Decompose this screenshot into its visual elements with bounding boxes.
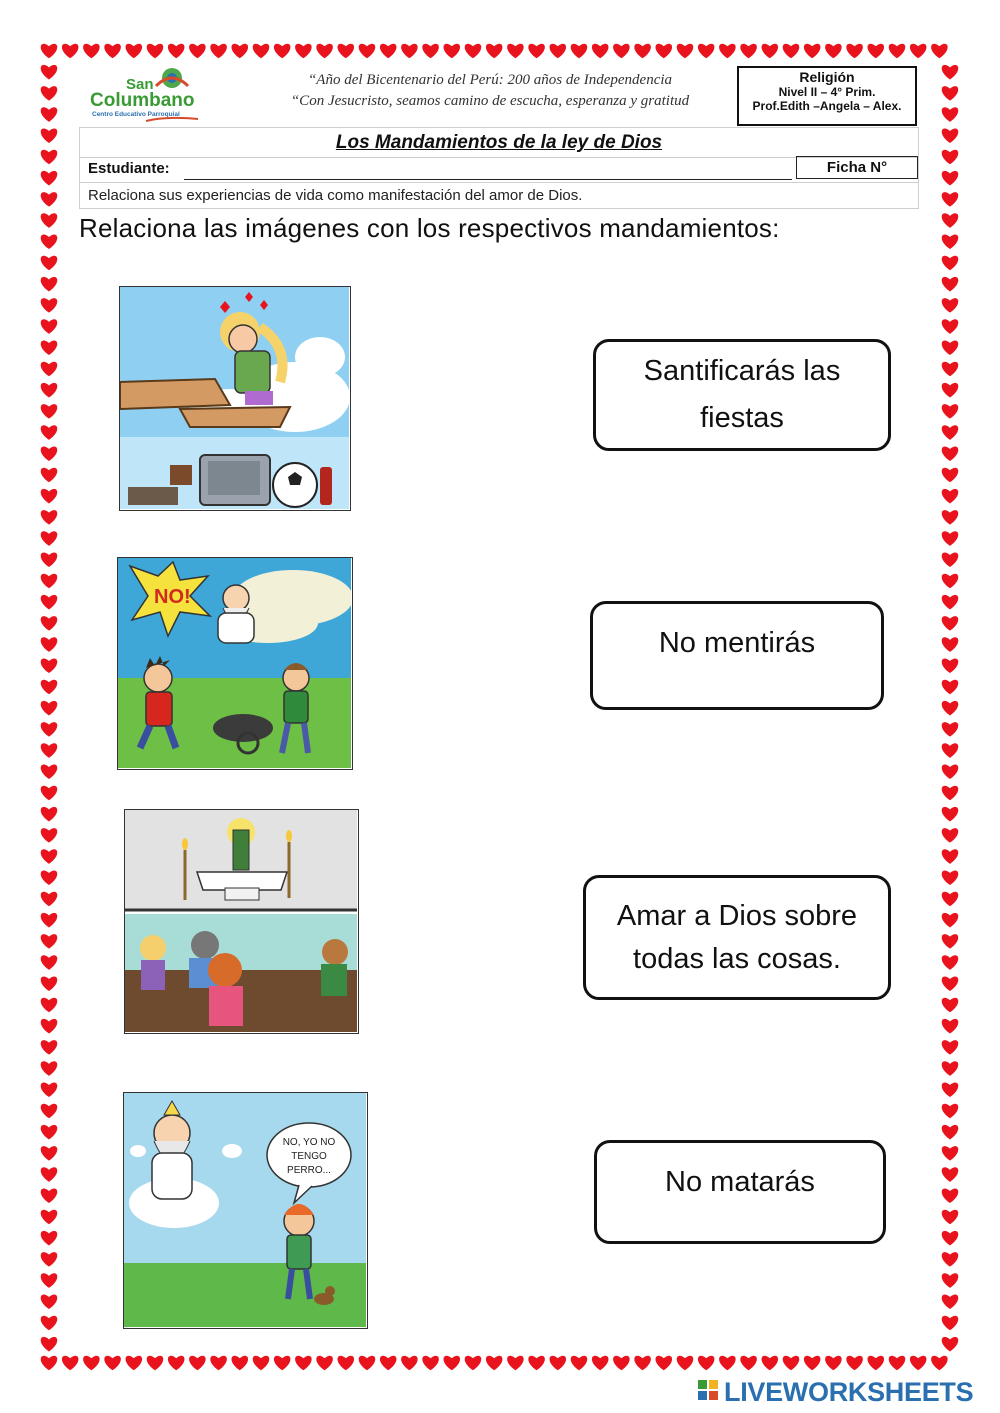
heart-decoration [274,1356,291,1371]
heart-decoration [942,574,959,589]
heart-decoration [942,1125,959,1140]
heart-decoration [41,298,58,313]
heart-decoration [41,150,58,165]
answer-box-santificaras[interactable] [593,339,891,451]
heart-decoration [942,362,959,377]
heart-decoration [41,340,58,355]
heart-decoration [380,44,397,59]
heart-decoration [942,1167,959,1182]
heart-decoration [316,1356,333,1371]
heart-decoration [41,44,58,59]
heart-decoration [942,1082,959,1097]
logo-subtitle: Centro Educativo Parroquial [92,111,180,118]
speech-line-2: TENGO [291,1151,327,1162]
worksheet-title: Los Mandamientos de la ley de Dios [335,132,663,153]
heart-decoration [942,1273,959,1288]
heart-decoration [444,44,461,59]
heart-decoration [740,44,757,59]
heart-decoration [41,828,58,843]
ficha-number-field[interactable]: Ficha N° [796,156,918,179]
objective-row [80,182,918,204]
student-name-field[interactable] [184,179,792,180]
heart-decoration [147,44,164,59]
heart-decoration [889,1356,906,1371]
logo-name-line2: Columbano [90,90,195,111]
heart-decoration [677,44,694,59]
heart-decoration [41,362,58,377]
heart-decoration [804,44,821,59]
answer-3-line-2: todas las cosas. [633,942,841,975]
heart-decoration [942,256,959,271]
heart-decoration [83,1356,100,1371]
heart-decoration [942,1252,959,1267]
heart-decoration [698,1356,715,1371]
heart-decoration [942,277,959,292]
heart-decoration [942,383,959,398]
heart-decoration [804,1356,821,1371]
speech-line-1: NO, YO NO [282,1137,336,1148]
heart-decoration [889,44,906,59]
liveworksheets-watermark [698,1376,973,1408]
heart-decoration [41,870,58,885]
heart-decoration [634,44,651,59]
heart-decoration [41,128,58,143]
heart-decoration [571,44,588,59]
heart-decoration [677,1356,694,1371]
motto-line-1: “Año del Bicentenario del Perú: 200 años de Independencia [307,72,673,88]
answer-1-line-1: Santificarás las [643,355,841,387]
heart-decoration [41,1167,58,1182]
heart-decoration [942,870,959,885]
heart-decoration [942,1316,959,1331]
answer-box-no-mataras[interactable] [594,1140,886,1244]
heart-decoration [846,44,863,59]
heart-decoration [41,998,58,1013]
heart-decoration [126,1356,143,1371]
heart-decoration [62,1356,79,1371]
heart-decoration [41,892,58,907]
heart-decoration [942,1104,959,1119]
heart-decoration [910,1356,927,1371]
heart-decoration [942,404,959,419]
heart-decoration [942,701,959,716]
comic-panel-2[interactable] [117,557,353,770]
heart-decoration [942,340,959,355]
heart-decoration [104,44,121,59]
heart-decoration [444,1356,461,1371]
heart-decoration [41,1210,58,1225]
heart-decoration [41,234,58,249]
heart-decoration [942,849,959,864]
school-logo [86,66,204,124]
heart-decoration [942,722,959,737]
heart-decoration [41,192,58,207]
heart-decoration [41,743,58,758]
heart-decoration [825,44,842,59]
heart-decoration [942,1061,959,1076]
heart-decoration [613,44,630,59]
instruction-text: Relaciona las imágenes con los respectivos mandamientos: [79,213,780,243]
heart-decoration [41,849,58,864]
heart-decoration [41,552,58,567]
heart-decoration [401,1356,418,1371]
heart-decoration [295,44,312,59]
heart-decoration [41,807,58,822]
heart-decoration [41,489,58,504]
heart-decoration [942,786,959,801]
heart-decoration [550,44,567,59]
comic-panel-3[interactable] [124,809,359,1034]
heart-decoration [942,531,959,546]
student-row [80,157,918,182]
heart-decoration [41,574,58,589]
heart-decoration [41,65,58,80]
liveworksheets-text: LIVEWORKSHEETS [724,1376,974,1407]
heart-decoration [942,955,959,970]
heart-decoration [41,1040,58,1055]
heart-decoration [189,44,206,59]
heart-decoration [422,44,439,59]
heart-decoration [83,44,100,59]
heart-decoration [41,934,58,949]
objective-text: Relaciona sus experiencias de vida como manifestación del amor de Dios. [88,187,583,204]
heart-decoration [613,1356,630,1371]
motto-line-2: “Con Jesucristo, seamos camino de escucha, esperanza y gratitud [290,93,690,109]
heart-decoration [942,65,959,80]
heart-decoration [41,786,58,801]
heart-decoration [942,828,959,843]
heart-decoration [62,44,79,59]
heart-decoration [126,44,143,59]
heart-decoration [210,1356,227,1371]
heart-decoration [942,552,959,567]
heart-decoration [41,1337,58,1352]
heart-decoration [41,976,58,991]
heart-decoration [147,1356,164,1371]
heart-decoration [274,44,291,59]
heart-decoration [41,701,58,716]
heart-decoration [41,637,58,652]
answer-box-amar-a-dios[interactable] [583,875,891,1000]
heart-decoration [253,1356,270,1371]
heart-decoration [592,1356,609,1371]
heart-decoration [942,128,959,143]
heart-decoration [571,1356,588,1371]
comic-panel-1[interactable] [119,286,351,511]
heart-decoration [41,1104,58,1119]
heart-decoration [41,1061,58,1076]
heart-decoration [380,1356,397,1371]
heart-decoration [338,1356,355,1371]
heart-decoration [592,44,609,59]
heart-decoration [41,86,58,101]
heart-decoration [942,1231,959,1246]
heart-decoration [868,1356,885,1371]
heart-decoration [942,86,959,101]
heart-decoration [41,1125,58,1140]
heart-decoration [942,807,959,822]
heart-decoration [41,404,58,419]
heart-decoration [41,531,58,546]
heart-decoration [316,44,333,59]
heart-decoration [359,44,376,59]
heart-decoration [104,1356,121,1371]
heart-decoration [41,256,58,271]
heart-decoration [422,1356,439,1371]
heart-decoration [528,1356,545,1371]
heart-decoration [41,1146,58,1161]
heart-decoration [942,150,959,165]
heart-decoration [41,1294,58,1309]
heart-decoration [783,1356,800,1371]
heart-decoration [465,44,482,59]
logo-name-line1: San [126,76,154,93]
answer-4-line-1: No matarás [665,1166,815,1198]
heart-decoration [942,934,959,949]
motto [255,70,725,112]
heart-decoration [942,510,959,525]
heart-decoration [41,1231,58,1246]
heart-decoration [942,892,959,907]
heart-decoration [719,44,736,59]
heart-decoration [41,1082,58,1097]
heart-decoration [762,44,779,59]
heart-decoration [942,1146,959,1161]
heart-decoration [942,107,959,122]
heart-decoration [942,764,959,779]
heart-decoration [942,976,959,991]
heart-decoration [41,955,58,970]
heart-decoration [634,1356,651,1371]
liveworksheets-logo-icon [698,1380,720,1404]
heart-decoration [486,44,503,59]
heart-decoration [942,192,959,207]
heart-decoration [942,913,959,928]
heart-decoration [507,1356,524,1371]
heart-decoration [942,658,959,673]
heart-decoration [846,1356,863,1371]
heart-decoration [783,44,800,59]
answer-1-line-2: fiestas [700,402,784,434]
heart-decoration [942,680,959,695]
heart-decoration [550,1356,567,1371]
heart-decoration [528,44,545,59]
no-shout-text: NO! [154,586,191,608]
heart-decoration [942,446,959,461]
heart-decoration [942,298,959,313]
answer-box-no-mentiras[interactable] [590,601,884,710]
heart-decoration [41,213,58,228]
heart-decoration [41,1316,58,1331]
heart-decoration [942,1294,959,1309]
worksheet-header [79,127,919,209]
heart-decoration [942,637,959,652]
heart-decoration [942,425,959,440]
heart-decoration [359,1356,376,1371]
heart-decoration [942,1188,959,1203]
comic-panel-4[interactable] [123,1092,368,1329]
heart-decoration [41,1019,58,1034]
heart-decoration [189,1356,206,1371]
heart-decoration [41,616,58,631]
heart-decoration [942,489,959,504]
heart-decoration [41,1356,58,1371]
heart-decoration [338,44,355,59]
speech-line-3: PERRO... [287,1165,331,1176]
heart-decoration [465,1356,482,1371]
heart-decoration [41,277,58,292]
heart-decoration [656,44,673,59]
heart-decoration [41,319,58,334]
heart-decoration [762,1356,779,1371]
heart-decoration [942,1040,959,1055]
heart-decoration [507,44,524,59]
heart-decoration [41,468,58,483]
heart-decoration [868,44,885,59]
heart-decoration [942,234,959,249]
heart-decoration [41,1252,58,1267]
answer-3-line-1: Amar a Dios sobre [616,899,858,932]
heart-decoration [232,1356,249,1371]
heart-decoration [41,595,58,610]
teachers-label: Prof.Edith –Angela – Alex. [752,99,902,113]
level-label: Nivel II – 4° Prim. [778,85,876,99]
heart-decoration [295,1356,312,1371]
heart-decoration [210,44,227,59]
heart-decoration [719,1356,736,1371]
heart-decoration [41,446,58,461]
heart-decoration [401,44,418,59]
heart-decoration [41,764,58,779]
heart-decoration [910,44,927,59]
heart-decoration [41,107,58,122]
subject-label: Religión [799,69,855,85]
heart-decoration [41,425,58,440]
student-label: Estudiante: [88,160,170,177]
heart-decoration [942,213,959,228]
heart-decoration [942,998,959,1013]
heart-decoration [168,1356,185,1371]
heart-decoration [253,44,270,59]
heart-decoration [942,616,959,631]
heart-decoration [931,1356,948,1371]
heart-decoration [825,1356,842,1371]
heart-decoration [41,171,58,186]
heart-decoration [942,595,959,610]
heart-decoration [41,383,58,398]
heart-decoration [656,1356,673,1371]
heart-decoration [740,1356,757,1371]
heart-decoration [942,1019,959,1034]
heart-decoration [41,658,58,673]
answer-2-line-1: No mentirás [658,627,816,659]
heart-decoration [168,44,185,59]
heart-decoration [41,913,58,928]
heart-decoration [232,44,249,59]
heart-decoration [942,1210,959,1225]
heart-decoration [698,44,715,59]
heart-decoration [41,722,58,737]
heart-decoration [41,1273,58,1288]
heart-decoration [942,743,959,758]
heart-decoration [486,1356,503,1371]
heart-decoration [942,171,959,186]
heart-decoration [942,468,959,483]
heart-decoration [41,510,58,525]
heart-decoration [41,680,58,695]
heart-decoration [942,1337,959,1352]
heart-decoration [942,319,959,334]
heart-decoration [931,44,948,59]
heart-decoration [41,1188,58,1203]
course-info-box [737,66,917,126]
